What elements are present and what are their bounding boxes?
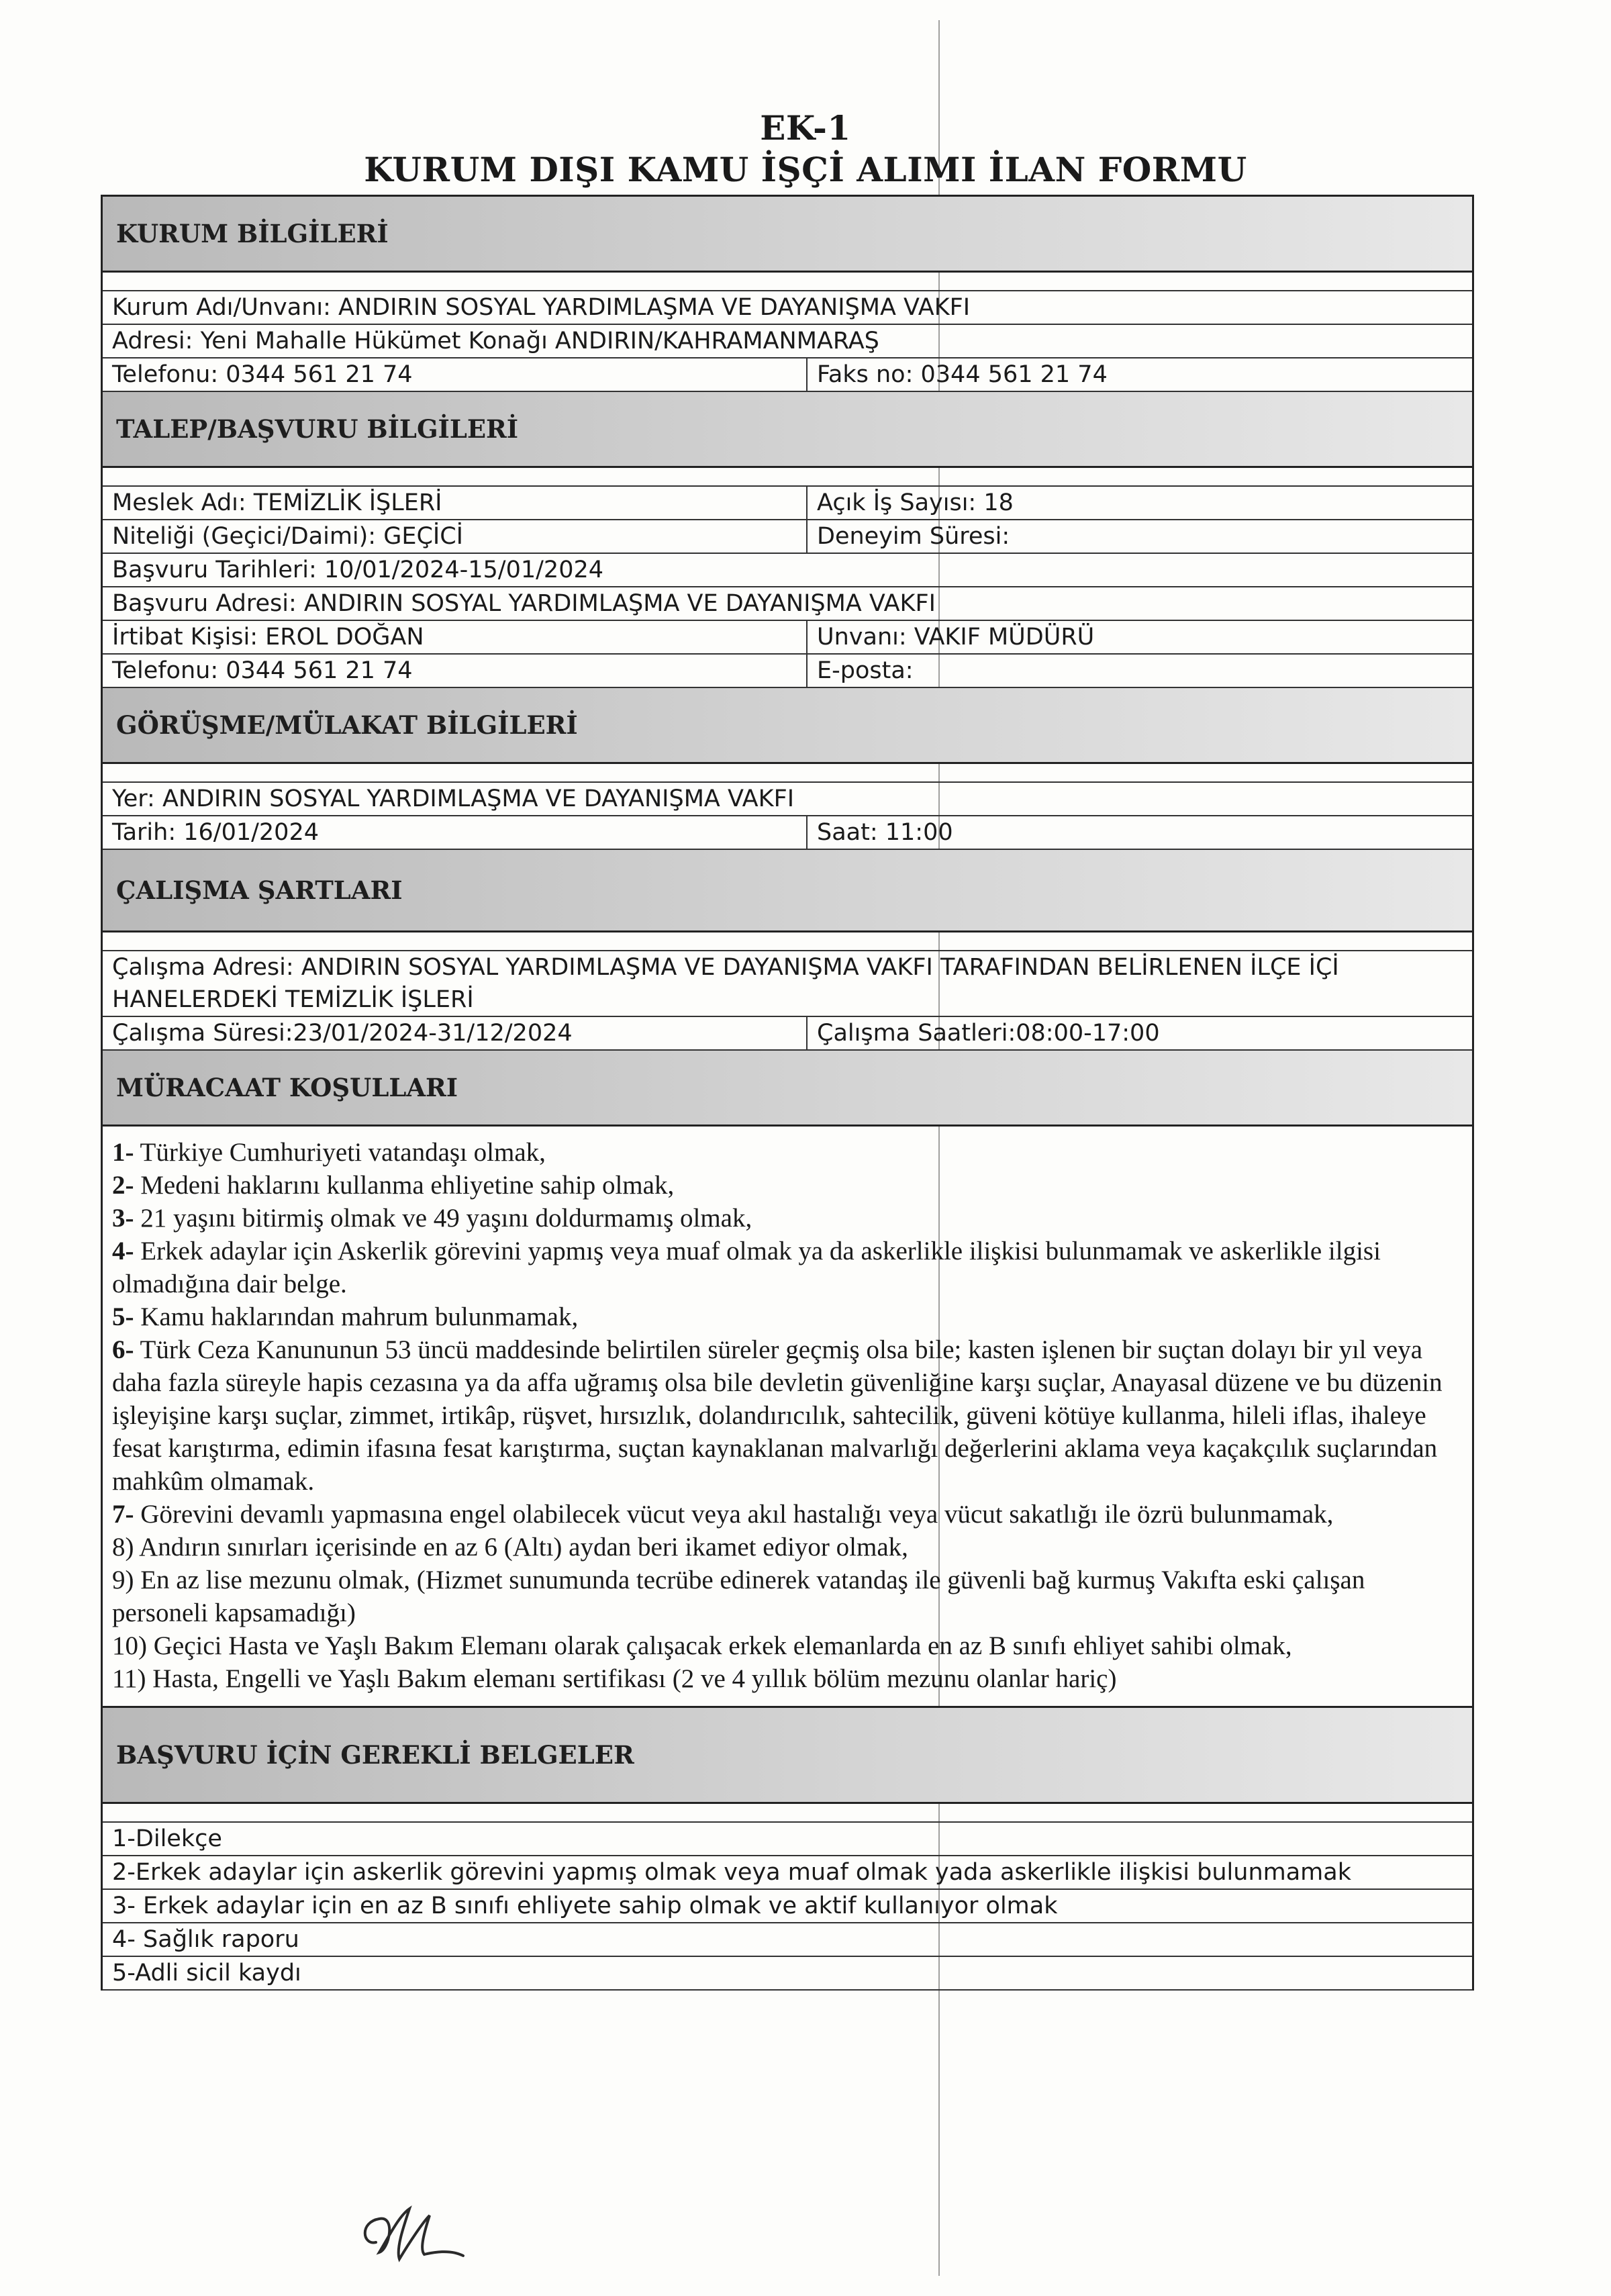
row-belge-2 (103, 1856, 1472, 1890)
row-kurum-adres (103, 325, 1472, 358)
belge-item: 5-Adli sicil kaydı (112, 1960, 301, 1987)
belge-item: 4- Sağlık raporu (112, 1926, 299, 1953)
row-calisma-adresi (103, 950, 1472, 1017)
niteligi: Niteliği (Geçici/Daimi): GEÇİCİ (103, 520, 808, 553)
section-heading-belgeler: BAŞVURU İÇİN GEREKLİ BELGELER (103, 1708, 1472, 1804)
kurum-telefon: Telefonu: 0344 561 21 74 (103, 358, 808, 391)
list-item: 3- 21 yaşını bitirmiş olmak ve 49 yaşını doldurmamış olmak, (112, 1204, 752, 1233)
belge-item: 3- Erkek adaylar için en az B sınıfı ehliyete sahip olmak ve aktif kullanıyor olmak (112, 1893, 1058, 1919)
row-calisma-suresi (103, 1017, 1472, 1051)
page-header (0, 107, 1611, 191)
list-item: 2- Medeni haklarını kullanma ehliyetine sahip olmak, (112, 1171, 675, 1200)
row-basvuru-adresi (103, 587, 1472, 621)
section-heading-gorusme: GÖRÜŞME/MÜLAKAT BİLGİLERİ (103, 688, 1472, 764)
section-heading-kurum: KURUM BİLGİLERİ (103, 197, 1472, 273)
basvuru-adresi: Başvuru Adresi: ANDIRIN SOSYAL YARDIMLAŞMA VE DAYANIŞMA VAKFI (112, 590, 936, 617)
muracaat-list (103, 1127, 1472, 1708)
list-item: 5- Kamu haklarından mahrum bulunmamak, (112, 1302, 579, 1331)
row-belge-3 (103, 1890, 1472, 1923)
row-irtibat (103, 621, 1472, 655)
list-item: 8) Andırın sınırları içerisinde en az 6 (Altı) aydan beri ikamet ediyor olmak, (112, 1533, 908, 1562)
gorusme-yer: Yer: ANDIRIN SOSYAL YARDIMLAŞMA VE DAYANIŞMA VAKFI (112, 785, 795, 812)
talep-telefon: Telefonu: 0344 561 21 74 (103, 655, 808, 687)
calisma-saatleri: Çalışma Saatleri:08:00-17:00 (817, 1020, 1160, 1047)
row-belge-1 (103, 1821, 1472, 1856)
list-item: 9) En az lise mezunu olmak, (Hizmet sunumunda tecrübe edinerek vatandaş ile güvenli bağ kurmuş Vakıfta eski çalışan personeli kapsamadığı) (112, 1566, 1365, 1627)
announcement-form (101, 195, 1474, 1991)
row-kurum-adi (103, 290, 1472, 325)
kurum-adres: Adresi: Yeni Mahalle Hükümet Konağı ANDIRIN/KAHRAMANMARAŞ (112, 328, 879, 354)
meslek-adi: Meslek Adı: TEMİZLİK İŞLERİ (103, 487, 808, 519)
handwritten-signature (349, 2195, 470, 2269)
row-basvuru-tarihleri (103, 554, 1472, 587)
deneyim-suresi: Deneyim Süresi: (817, 523, 1010, 550)
acik-is-sayisi: Açık İş Sayısı: 18 (817, 489, 1014, 516)
gorusme-saat: Saat: 11:00 (817, 819, 953, 846)
list-item: 10) Geçici Hasta ve Yaşlı Bakım Elemanı olarak çalışacak erkek elemanlarda en az B sınıfı ehliyet sahibi olmak, (112, 1631, 1292, 1660)
document-code: EK-1 (760, 108, 851, 148)
calisma-adresi: Çalışma Adresi: ANDIRIN SOSYAL YARDIMLAŞMA VE DAYANIŞMA VAKFI TARAFINDAN BELİRLENEN İLÇE İÇİ HANELERDEKİ TEMİZLİK İŞLERİ (112, 954, 1339, 1013)
belge-item: 1-Dilekçe (112, 1825, 222, 1852)
list-item: 11) Hasta, Engelli ve Yaşlı Bakım elemanı sertifikası (2 ve 4 yıllık bölüm mezunu olanlar hariç) (112, 1664, 1117, 1693)
row-meslek (103, 485, 1472, 520)
list-item: 7- Görevini devamlı yapmasına engel olabilecek vücut veya akıl hastalığı veya vücut sakatlığı ile özrü bulunmamak, (112, 1500, 1334, 1529)
e-posta: E-posta: (817, 657, 914, 684)
basvuru-tarihleri: Başvuru Tarihleri: 10/01/2024-15/01/2024 (112, 557, 603, 583)
irtibat-kisisi: İrtibat Kişisi: EROL DOĞAN (103, 621, 808, 653)
row-niteligi (103, 520, 1472, 554)
row-belge-5 (103, 1957, 1472, 1991)
row-gorusme-tarih (103, 816, 1472, 850)
kurum-faks: Faks no: 0344 561 21 74 (817, 361, 1108, 388)
unvan: Unvanı: VAKIF MÜDÜRÜ (817, 624, 1095, 651)
kurum-adi: Kurum Adı/Unvanı: ANDIRIN SOSYAL YARDIMLAŞMA VE DAYANIŞMA VAKFI (112, 294, 971, 321)
row-gorusme-yer (103, 781, 1472, 816)
list-item: 1- Türkiye Cumhuriyeti vatandaşı olmak, (112, 1138, 546, 1167)
row-talep-telefon (103, 655, 1472, 688)
document-title: KURUM DIŞI KAMU İŞÇİ ALIMI İLAN FORMU (364, 150, 1247, 189)
row-kurum-telefon (103, 358, 1472, 392)
section-heading-calisma: ÇALIŞMA ŞARTLARI (103, 850, 1472, 932)
section-heading-muracaat: MÜRACAAT KOŞULLARI (103, 1051, 1472, 1127)
list-item: 4- Erkek adaylar için Askerlik görevini yapmış veya muaf olmak ya da askerlikle ilişkisi bulunmamak ve askerlikle ilgisi olmadığına dair belge. (112, 1237, 1381, 1298)
row-belge-4 (103, 1923, 1472, 1957)
gorusme-tarih: Tarih: 16/01/2024 (103, 816, 808, 849)
belge-item: 2-Erkek adaylar için askerlik görevini yapmış olmak veya muaf olmak yada askerlikle ilişkisi bulunmamak (112, 1859, 1351, 1886)
list-item: 6- Türk Ceza Kanununun 53 üncü maddesinde belirtilen süreler geçmiş olsa bile; kasten işlenen bir suçtan dolayı bir yıl veya daha fazla süreyle hapis cezasına ya da affa uğramış olsa bile devletin güvenliğine karşı suçlar, Anayasal düzene ve bu düzenin işleyişine karşı suçlar, zimmet, irtikâp, rüşvet, hırsızlık, dolandırıcılık, sahtecilik, güveni kötüye kullanma, hileli iflas, ihaleye fesat karıştırma, edimin ifasına fesat karıştırma, suçtan kaynaklanan malvarlığı değerlerini aklama veya kaçakçılık suçlarından mahkûm olmamak. (112, 1335, 1443, 1496)
section-heading-talep: TALEP/BAŞVURU BİLGİLERİ (103, 392, 1472, 468)
calisma-suresi: Çalışma Süresi:23/01/2024-31/12/2024 (103, 1017, 808, 1049)
